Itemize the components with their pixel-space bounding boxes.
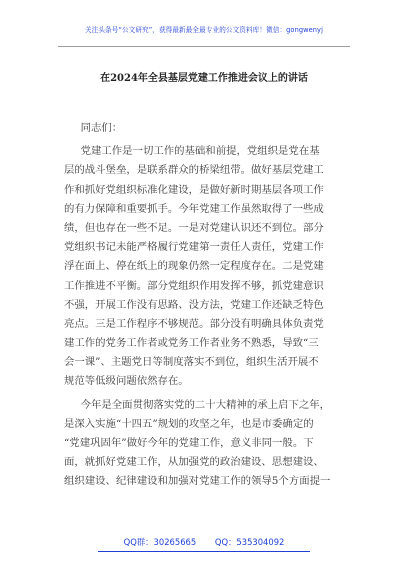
text-line: 亮点。三是工作程序不够规范。部分没有明确具体负责党 bbox=[64, 317, 324, 330]
text-line: 组织建设、纪律建设和加强对党建工作的领导5个方面提一 bbox=[64, 475, 331, 488]
text-line: 不强，开展工作没有思路、没方法，党建工作还缺乏特色 bbox=[64, 298, 324, 311]
text-line: 绩，但也存在一些不足。一是对党建认识还不到位。部分 bbox=[64, 221, 324, 234]
paragraph-1 bbox=[64, 142, 346, 391]
text-line: 党建工作是一切工作的基础和前提，党组织是党在基 bbox=[80, 145, 320, 158]
paragraph-2 bbox=[64, 396, 346, 492]
text-line: 今年是全面贯彻落实党的二十大精神的承上启下之年， bbox=[80, 398, 330, 411]
footer-qq: QQ：535304092 bbox=[214, 537, 285, 547]
speech-body bbox=[64, 119, 346, 492]
text-line: 党组织书记未能严格履行党建第一责任人责任，党建工作 bbox=[64, 241, 324, 254]
text-line: 工作推进不平衡。部分党组织作用发挥不够，抓党建意识 bbox=[64, 279, 324, 292]
document-title: 在2024年全县基层党建工作推进会议上的讲话 bbox=[100, 73, 308, 84]
header-divider bbox=[58, 46, 350, 47]
text-line: 作和抓好党组织标准化建设，是做好新时期基层各项工作 bbox=[64, 183, 324, 196]
text-line: 的有力保障和重要抓手。今年党建工作虽然取得了一些成 bbox=[64, 202, 324, 215]
text-line: 是深入实施“十四五”规划的攻坚之年，也是市委确定的 bbox=[64, 417, 314, 430]
header-banner: 关注头条号“公文研究”，获得最新最全最专业的公文资料库！微信：gongwenyj bbox=[85, 26, 323, 34]
text-line: “党建巩固年”做好今年的党建工作，意义非同一般。下 bbox=[64, 437, 314, 449]
footer-contact bbox=[0, 536, 408, 548]
footer-qq-group: QQ群：30265665 bbox=[123, 537, 197, 547]
text-line: 规范等低级问题依然存在。 bbox=[64, 375, 189, 388]
text-line: 层的战斗堡垒，是联系群众的桥梁纽带。做好基层党建工 bbox=[64, 164, 324, 177]
text-line: 面，就抓好党建工作，从加强党的政治建设、思想建设、 bbox=[64, 456, 324, 469]
text-line: 浮在面上、停在纸上的现象仍然一定程度存在。二是党建 bbox=[64, 260, 324, 273]
text-line: 建工作的党务工作者或党务工作者业务不熟悉，导致“三 bbox=[64, 337, 319, 350]
text-line: 会一课”、主题党日等制度落实不到位，组织生活开展不 bbox=[64, 356, 319, 369]
footer-divider bbox=[98, 551, 310, 552]
salutation: 同志们： bbox=[80, 122, 123, 134]
